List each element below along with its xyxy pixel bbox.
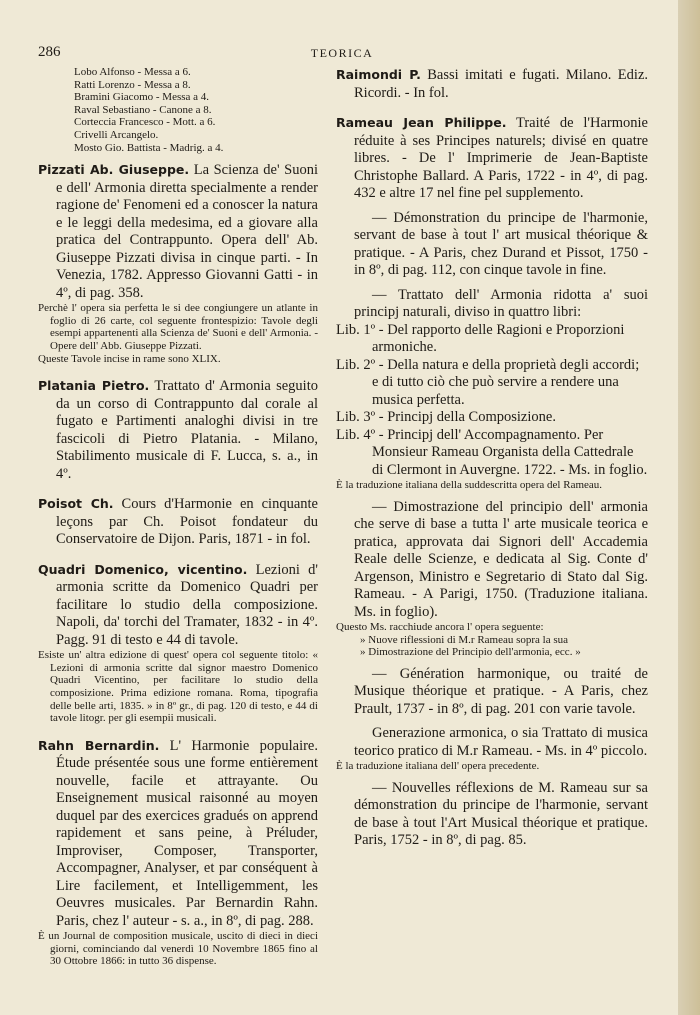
composer-item: Ratti Lorenzo - Messa a 8. (74, 78, 191, 91)
composer-list (74, 66, 318, 154)
page-edge (678, 0, 700, 1015)
entry-text: Trattato d' Armonia seguito da un corso di Contrappunto dal corale al fugato e Partimenti analoghi divisi in tre fascicoli di Pietro Platania. - Milano, Stabilimento musicale di F. Lucca, s. a., in 4º. (56, 378, 318, 482)
entry-lead: Rahn Bernardin. (38, 737, 160, 753)
left-column (38, 66, 318, 968)
rameau-demonstration: — Démonstration du principe de l'harmonie, servant de base à tout l' art musical théorique & pratique. - A Paris, chez Durand et Pissot, 1750 - in 8º, di pag. 112, con cinque tavole in fine. (354, 209, 648, 278)
entry-lead: Quadri Domenico, vicentino. (38, 561, 248, 577)
note-rameau-ms-line: » Nuove riflessioni di M.r Rameau sopra la sua (360, 633, 569, 646)
note-quadri-edition: Esiste un' altra edizione di quest' opera col seguente titolo: « Lezioni di armonia scritte dal signor maestro Domenico Quadri Vicentino, per facilitare lo studio della composizione. Prima edizione romana. Roma, tipografia delle belle arti, 1835. » in 8º gr., di pag. 120 di testo, e 44 di tavole litogr. per gli esempii musicali. (38, 649, 318, 725)
rameau-lib-2: Lib. 2º - Della natura e della proprietà degli accordi; e di tutto ciò che può servire a rendere una musica perfetta. (336, 356, 640, 408)
composer-item: Lobo Alfonso - Messa a 6. (74, 66, 191, 78)
entry-text: Lezioni d' armonia scritte da Domenico Quadri per facilitare lo studio della composizione. Napoli, da' torchi del Tramater, 1832 - in 4º. Pagg. 91 di testo e 44 di tavole. (56, 561, 318, 648)
entry-raimondi (336, 66, 648, 102)
entry-rameau (336, 114, 648, 203)
rameau-generation: — Génération harmonique, ou traité de Musique théorique et pratique. - A Paris, chez Prault, 1737 - in 8º, di pag. 201 con varie tavole. (354, 665, 648, 717)
composer-item: Raval Sebastiano - Canone a 8. (74, 103, 212, 116)
entry-text: L' Harmonie populaire. Étude présentée sous une forme entièrement nouvelle, facile et attrayante. Ou Enseignement musical raisonné au moyen duquel par des exercices gradués on apprend rapidement et sans peine, à Préluder, Improviser, Composer, Transporter, Accompagner, Analyser, et par conséquent à Lire facilement, et Intelligemment, les Oeuvres musicales. Par Bernardin Rahn. Paris, chez l' auteur - s. a., in 8º, di pag. 288. (56, 737, 318, 929)
entry-poisot (38, 495, 318, 549)
rameau-generazione: Generazione armonica, o sia Trattato di musica teorico pratico di M.r Rameau. - Ms. in 4º piccolo. (354, 725, 648, 759)
note-rameau-previous: È la traduzione italiana dell' opera precedente. (336, 760, 540, 773)
entry-text: Cours d'Harmonie en cinquante leçons par Ch. Poisot fondateur du Conservatoire de Dijon. Paris, 1871 - in fol. (56, 496, 318, 548)
composer-item: Crivelli Arcangelo. (74, 128, 159, 141)
entry-lead: Pizzati Ab. Giuseppe. (38, 162, 190, 178)
composer-item: Mosto Gio. Battista - Madrig. a 4. (74, 141, 224, 154)
note-pizzati-atlas: Perchè l' opera sia perfetta le si dee congiungere un atlante in foglio di 26 carte, col seguente frontespizio: Tavole degli esempi appartenenti alla Scienza de' Suoni e dell' Armonia. - Opere dell' Abb. Giuseppe Pizzati. (38, 302, 318, 352)
rameau-lib-4: Lib. 4º - Principj dell' Accompagnamento. Per Monsieur Rameau Organista della Cattedrale di Clermont in Auvergne. 1722. - Ms. in foglio. (336, 426, 648, 478)
note-rameau-ms: Questo Ms. racchiude ancora l' opera seguente: (336, 621, 544, 634)
entry-pizzati (38, 161, 318, 302)
running-head: TEORICA (310, 46, 374, 60)
page-header (38, 44, 646, 62)
note-rahn-journal: È un Journal de composition musicale, uscito di dieci in dieci giorni, cominciando dal venerdì 10 Novembre 1865 fino al 30 Ottobre 1866: in tutto 36 dispense. (38, 930, 318, 968)
entry-platania (38, 377, 318, 483)
rameau-nouvelles: — Nouvelles réflexions de M. Rameau sur sa démonstration du principe de l'harmonie, servant de base à tout l'Art Musical théorique et pratique. Paris, 1752 - in 8º, di pag. 85. (354, 779, 648, 849)
right-column (336, 66, 648, 850)
entry-lead: Platania Pietro. (38, 378, 150, 394)
note-rameau-ms-line: » Dimostrazione del Principio dell'armonia, ecc. » (360, 646, 581, 659)
entry-lead: Poisot Ch. (38, 496, 114, 512)
page-number: 286 (38, 44, 61, 60)
entry-text: Traité de l'Harmonie réduite à ses Principes naturels; divisé en quatre libres. - De l' Imprimerie de Jean-Baptiste Christophe Ballard. A Paris, 1722 - in 4º, di pag. 432 e altre 17 nel fine pel supplemento. (354, 115, 648, 201)
rameau-trattato: — Trattato dell' Armonia ridotta a' suoi principj naturali, diviso in quattro libri: (354, 286, 648, 320)
entry-lead: Raimondi P. (336, 67, 421, 82)
composer-item: Corteccia Francesco - Mott. a 6. (74, 116, 216, 129)
note-pizzati-plates: Queste Tavole incise in rame sono XLIX. (38, 352, 221, 365)
rameau-dimostrazione: — Dimostrazione del principio dell' armonia che serve di base a tutta l' arte musicale teorica e pratica, approvata dai Signori dell' Accademia Reale delle Scienze, e dedicata al Sig. Conte d' Argenson, Ministro e Segretario di Stato dal Sig. Rameau. - A Parigi, 1750. (Traduzione italiana. Ms. in foglio). (354, 498, 648, 620)
entry-text: La Scienza de' Suoni e dell' Armonia diretta specialmente a render ragione de' Fenomeni ed a conoscer la natura e le leggi della medesima, ed a giovare alla pratica del Contrappunto. Opera dell' Ab. Giuseppe Pizzati divisa in cinque parti. - In Venezia, 1782. Appresso Giovanni Gatti - in 4º, di pag. 358. (56, 162, 318, 301)
entry-quadri (38, 561, 318, 650)
rameau-lib-1: Lib. 1º - Del rapporto delle Ragioni e Proporzioni armoniche. (336, 321, 625, 355)
entry-lead: Rameau Jean Philippe. (336, 115, 507, 130)
rameau-lib-3: Lib. 3º - Principj della Composizione. (336, 409, 556, 425)
note-rameau-translation: È la traduzione italiana della suddescritta opera del Rameau. (336, 479, 603, 491)
composer-item: Bramini Giacomo - Messa a 4. (74, 91, 210, 104)
entry-text: Bassi imitati e fugati. Milano. Ediz. Ricordi. - In fol. (354, 67, 648, 101)
entry-rahn (38, 737, 318, 931)
